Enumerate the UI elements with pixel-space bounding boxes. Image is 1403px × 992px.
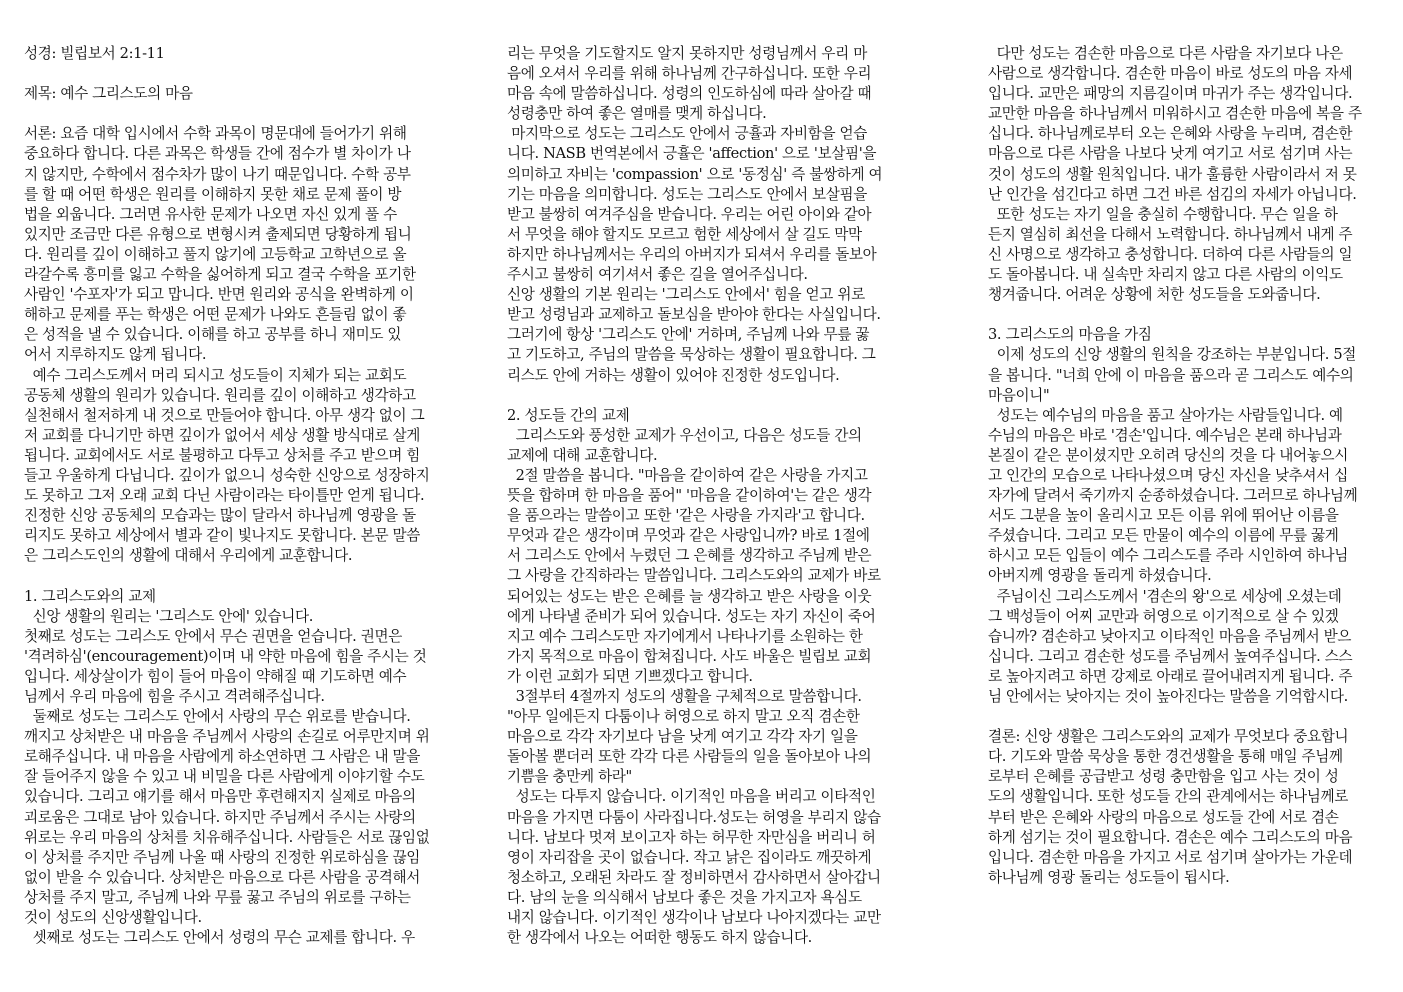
text-line: 그 사랑을 간직하라는 말씀입니다. 그리스도와의 교제가 바로 bbox=[507, 567, 881, 585]
text-column-1 bbox=[24, 44, 456, 948]
blank-line bbox=[24, 566, 456, 586]
text-line: 마음이니" bbox=[988, 386, 1050, 404]
text-line: 결론: 신앙 생활은 그리스도와의 교제가 무엇보다 중요합니 bbox=[988, 728, 1349, 746]
text-line: 마음으로 각각 자기보다 남을 낫게 여기고 각각 자기 일을 bbox=[507, 728, 858, 746]
text-line: 마음을 가지면 다툼이 사라집니다.성도는 허영을 부리지 않습 bbox=[507, 808, 881, 826]
text-line: 성경: 빌립보서 2:1-11 bbox=[24, 45, 165, 62]
text-line: 난 인간을 섬긴다고 하면 그건 바른 섬김의 자세가 아닙니다. bbox=[988, 185, 1357, 203]
text-line: 에게 나타낼 준비가 되어 있습니다. 성도는 자기 자신이 죽어 bbox=[507, 607, 876, 625]
text-line: 기쁨을 충만케 하라" bbox=[507, 768, 632, 786]
text-line: 되어있는 성도는 받은 은혜를 늘 생각하고 받은 사랑을 이웃 bbox=[507, 587, 872, 605]
text-line: 없이 받을 수 있습니다. 상처받은 마음으로 다른 사람을 공격해서 bbox=[24, 868, 421, 886]
text-line: 성도는 다투지 않습니다. 이기적인 마음을 버리고 이타적인 bbox=[507, 788, 876, 806]
text-line: 서 무엇을 해야 할지도 모르고 험한 세상에서 살 길도 막막 bbox=[507, 225, 862, 243]
text-line: 하시고 모든 입들이 예수 그리스도를 주라 시인하여 하나님 bbox=[988, 547, 1348, 565]
text-line: 부터 받은 은혜와 사랑의 마음으로 성도들 간에 서로 겸손 bbox=[988, 808, 1339, 826]
text-line: 공동체 생활의 원리가 있습니다. 원리를 깊이 이해하고 생각하고 bbox=[24, 386, 416, 404]
text-line: 것이 성도의 생활 원칙입니다. 내가 훌륭한 사람이라서 저 못 bbox=[988, 165, 1357, 183]
text-line: 마음 속에 말씀하십니다. 성령의 인도하심에 따라 살아갈 때 bbox=[507, 85, 872, 103]
text-line: 2절 말씀을 봅니다. "마음을 같이하여 같은 사랑을 가지고 bbox=[507, 466, 868, 484]
text-line: 3. 그리스도의 마음을 가짐 bbox=[988, 326, 1152, 344]
text-line: 은 그리스도인의 생활에 대해서 우리에게 교훈합니다. bbox=[24, 547, 353, 565]
text-line: 든지 열심히 최선을 다해서 노력합니다. 하나님께서 내게 주 bbox=[988, 225, 1353, 243]
text-line: 로해주십니다. 내 마음을 사람에게 하소연하면 그 사람은 내 말을 bbox=[24, 748, 421, 766]
text-line: 신앙 생활의 기본 원리는 '그리스도 안에서' 힘을 얻고 위로 bbox=[507, 286, 865, 304]
text-line: 내지 않습니다. 이기적인 생각이나 남보다 나아지겠다는 교만 bbox=[507, 909, 881, 927]
text-line: 하게 섬기는 것이 필요합니다. 겸손은 예수 그리스도의 마음 bbox=[988, 828, 1353, 846]
text-line: 사람으로 생각합니다. 겸손한 마음이 바로 성도의 마음 자세 bbox=[988, 65, 1353, 83]
text-line: 받고 불쌍히 여겨주심을 받습니다. 우리는 어린 아이와 같아 bbox=[507, 205, 872, 223]
text-line: 음에 오셔서 우리를 위해 하나님께 간구하십니다. 또한 우리 bbox=[507, 65, 872, 83]
text-line: '격려하심'(encouragement)이며 내 약한 마음에 힘을 주시는 것 bbox=[24, 647, 427, 665]
text-line: 서도 그분을 높이 올리시고 모든 이름 위에 뛰어난 이름을 bbox=[988, 507, 1339, 525]
text-line: 하지만 하나님께서는 우리의 아버지가 되셔서 우리를 돌보아 bbox=[507, 245, 877, 263]
text-line: 을 봅니다. "너희 안에 이 마음을 품으라 곧 그리스도 예수의 bbox=[988, 366, 1354, 384]
text-line: 리지도 못하고 세상에서 별과 같이 빛나지도 못합니다. 본문 말씀 bbox=[24, 527, 421, 545]
text-line: 사람인 '수포자'가 되고 맙니다. 반면 원리와 공식을 완벽하게 이 bbox=[24, 286, 414, 304]
blank-line bbox=[988, 707, 1385, 727]
text-line: 예수 그리스도께서 머리 되시고 성도들이 지체가 되는 교회도 bbox=[24, 366, 407, 384]
text-line: 그러기에 항상 '그리스도 안에' 거하며, 주님께 나와 무릎 꿇 bbox=[507, 326, 870, 344]
text-line: 서 그리스도 안에서 누렸던 그 은혜를 생각하고 주님께 받은 bbox=[507, 547, 872, 565]
text-line: 성도는 예수님의 마음을 품고 살아가는 사람들입니다. 예 bbox=[988, 406, 1343, 424]
text-line: 로부터 은혜를 공급받고 성령 충만함을 입고 사는 것이 성 bbox=[988, 768, 1339, 786]
text-line: 영이 자리잡을 곳이 없습니다. 작고 낡은 집이라도 깨끗하게 bbox=[507, 848, 872, 866]
text-line: 은 성적을 낼 수 있습니다. 이해를 하고 공부를 하니 재미도 있 bbox=[24, 326, 402, 344]
text-line: 성령충만 하여 좋은 열매를 맺게 하십니다. bbox=[507, 105, 767, 123]
text-line: 2. 성도들 간의 교제 bbox=[507, 406, 630, 424]
text-line: 것이 성도의 신앙생활입니다. bbox=[24, 909, 202, 927]
text-line: 을 품으라는 말씀이고 또한 '같은 사랑을 가지라'고 합니다. bbox=[507, 507, 865, 525]
text-line: 교제에 대해 교훈합니다. bbox=[507, 446, 658, 464]
text-line: 고 인간의 모습으로 나타나셨으며 당신 자신을 낮추셔서 십 bbox=[988, 466, 1348, 484]
text-line: 이 상처를 주지만 주님께 나올 때 사랑의 진정한 위로하심을 끊임 bbox=[24, 848, 421, 866]
text-line: 들고 우울하게 다닙니다. 깊이가 없으니 성숙한 신앙으로 성장하지 bbox=[24, 466, 430, 484]
text-line: 법을 외웁니다. 그러면 유사한 문제가 나오면 자신 있게 풀 수 bbox=[24, 205, 397, 223]
text-line: 를 할 때 어떤 학생은 원리를 이해하지 못한 채로 문제 풀이 방 bbox=[24, 185, 402, 203]
text-line: 님께서 우리 마음에 힘을 주시고 격려해주십니다. bbox=[24, 688, 325, 705]
blank-line bbox=[507, 386, 910, 406]
text-line: 실천해서 철저하게 내 것으로 만들어야 합니다. 아무 생각 없이 그 bbox=[24, 406, 425, 424]
text-line: 셋째로 성도는 그리스도 안에서 성령의 무슨 교제를 합니다. 우 bbox=[24, 929, 415, 947]
text-line: 첫째로 성도는 그리스도 안에서 무슨 권면을 얻습니다. 권면은 bbox=[24, 627, 403, 645]
text-line: 중요하다 합니다. 다른 과목은 학생들 간에 점수가 별 차이가 나 bbox=[24, 145, 411, 163]
text-line: 위로는 우리 마음의 상처를 치유해주십니다. 사람들은 서로 끊임없 bbox=[24, 828, 430, 846]
text-line: 가지 목적으로 마음이 합쳐집니다. 사도 바울은 빌립보 교회 bbox=[507, 647, 872, 665]
text-line: 지고 예수 그리스도만 자기에게서 나타나기를 소원하는 한 bbox=[507, 627, 863, 645]
text-line: 교만한 마음을 하나님께서 미워하시고 겸손한 마음에 복을 주 bbox=[988, 105, 1362, 123]
text-line: 다. 남의 눈을 의식해서 남보다 좋은 것을 가지고자 욕심도 bbox=[507, 888, 862, 906]
blank-line bbox=[24, 104, 456, 124]
text-line: 마지막으로 성도는 그리스도 안에서 긍휼과 자비함을 얻습 bbox=[507, 125, 867, 143]
text-column-3 bbox=[988, 44, 1385, 888]
text-line: 주셨습니다. 그리고 모든 만물이 예수의 이름에 무릎 꿇게 bbox=[988, 527, 1339, 545]
text-line: 기는 마음을 의미합니다. 성도는 그리스도 안에서 보살핌을 bbox=[507, 185, 867, 203]
text-line: 하나님께 영광 돌리는 성도들이 됩시다. bbox=[988, 868, 1230, 886]
text-line: 가 이런 교회가 되면 기쁘겠다고 합니다. bbox=[507, 667, 753, 685]
text-line: 주님이신 그리스도께서 '겸손의 왕'으로 세상에 오셨는데 bbox=[988, 587, 1342, 605]
text-line: 또한 성도는 자기 일을 충실히 수행합니다. 무슨 일을 하 bbox=[988, 205, 1338, 223]
blank-line bbox=[988, 305, 1385, 325]
text-line: 의미하고 자비는 'compassion' 으로 '동정심' 즉 불쌍하게 여 bbox=[507, 165, 883, 183]
text-line: 해하고 문제를 푸는 학생은 어떤 문제가 나와도 흔들림 없이 좋 bbox=[24, 306, 407, 324]
text-line: 지 않지만, 수학에서 점수차가 많이 나기 때문입니다. 수학 공부 bbox=[24, 165, 411, 183]
text-line: 둘째로 성도는 그리스도 안에서 사랑의 무슨 위로를 받습니다. bbox=[24, 708, 411, 726]
text-line: 본질이 같은 분이셨지만 오히려 당신의 것을 다 내어놓으시 bbox=[988, 446, 1348, 464]
text-line: 도의 생활입니다. 또한 성도들 간의 관계에서는 하나님께로 bbox=[988, 788, 1348, 806]
text-line: 고 기도하고, 주님의 말씀을 묵상하는 생활이 필요합니다. 그 bbox=[507, 346, 876, 364]
text-line: 1. 그리스도와의 교제 bbox=[24, 587, 156, 605]
blank-line bbox=[24, 64, 456, 84]
text-line: 됩니다. 교회에서도 서로 불평하고 다투고 상처를 주고 받으며 힘 bbox=[24, 446, 421, 464]
text-line: 도 못하고 그저 오래 교회 다닌 사람이라는 타이틀만 얻게 됩니다. bbox=[24, 487, 425, 505]
text-line: 한 생각에서 나오는 어떠한 행동도 하지 않습니다. bbox=[507, 929, 812, 947]
text-line: 습니까? 겸손하고 낮아지고 이타적인 마음을 주님께서 받으 bbox=[988, 627, 1352, 645]
text-line: 로 높아지려고 하면 강제로 아래로 끌어내려지게 됩니다. 주 bbox=[988, 667, 1353, 685]
text-line: 깨지고 상처받은 내 마음을 주님께서 사랑의 손길로 어루만지며 위 bbox=[24, 728, 430, 746]
text-line: 님 안에서는 낮아지는 것이 높아진다는 말씀을 기억합시다. bbox=[988, 688, 1348, 705]
text-line: 다. 기도와 말씀 묵상을 통한 경건생활을 통해 매일 주님께 bbox=[988, 748, 1343, 766]
text-line: 입니다. 교만은 패망의 지름길이며 마귀가 주는 생각입니다. bbox=[988, 85, 1353, 103]
text-line: 있지만 조금만 다른 유형으로 변형시켜 출제되면 당황하게 됩니 bbox=[24, 225, 412, 243]
text-line: 있습니다. 그리고 얘기를 해서 마음만 후련해지지 실제로 마음의 bbox=[24, 788, 416, 806]
text-line: 이제 성도의 신앙 생활의 원칙을 강조하는 부분입니다. 5절 bbox=[988, 346, 1357, 364]
text-line: 제목: 예수 그리스도의 마음 bbox=[24, 85, 193, 103]
text-line: 신앙 생활의 원리는 '그리스도 안에' 있습니다. bbox=[24, 607, 314, 625]
text-line: 입니다. 세상살이가 힘이 들어 마음이 약해질 때 기도하면 예수 bbox=[24, 667, 407, 685]
text-line: 니다. NASB 번역본에서 긍휼은 'affection' 으로 '보살핌'을 bbox=[507, 145, 877, 163]
text-line: 챙겨줍니다. 어려운 상황에 처한 성도들을 도와줍니다. bbox=[988, 286, 1321, 304]
text-line: 도 돌아봅니다. 내 실속만 차리지 않고 다른 사람의 이익도 bbox=[988, 266, 1343, 284]
text-line: 저 교회를 다니기만 하면 깊이가 없어서 세상 생활 방식대로 살게 bbox=[24, 426, 421, 444]
text-line: 마음으로 다른 사람을 나보다 낫게 여기고 서로 섬기며 사는 bbox=[988, 145, 1353, 163]
text-line: 다만 성도는 겸손한 마음으로 다른 사람을 자기보다 나은 bbox=[988, 45, 1343, 62]
text-line: 받고 성령님과 교제하고 돌보심을 받아야 한다는 사실입니다. bbox=[507, 306, 881, 324]
text-line: 신 사명으로 생각하고 충성합니다. 더하여 다른 사람들의 일 bbox=[988, 245, 1353, 263]
text-line: 리스도 안에 거하는 생활이 있어야 진정한 성도입니다. bbox=[507, 366, 840, 384]
text-line: 입니다. 겸손한 마음을 가지고 서로 섬기며 살아가는 가운데 bbox=[988, 848, 1353, 866]
text-line: 그리스도와 풍성한 교제가 우선이고, 다음은 성도들 간의 bbox=[507, 426, 862, 444]
text-line: 그 백성들이 어찌 교만과 허영으로 이기적으로 살 수 있겠 bbox=[988, 607, 1339, 625]
text-line: "아무 일에든지 다툼이나 허영으로 하지 말고 오직 겸손한 bbox=[507, 708, 860, 726]
text-line: 어서 지루하지도 않게 됩니다. bbox=[24, 346, 207, 364]
text-line: 다. 원리를 깊이 이해하고 풀지 않기에 고등학교 고학년으로 올 bbox=[24, 245, 407, 263]
text-line: 주시고 불쌍히 여기셔서 좋은 길을 열어주십니다. bbox=[507, 266, 808, 284]
text-line: 서론: 요즘 대학 입시에서 수학 과목이 명문대에 들어가기 위해 bbox=[24, 125, 407, 143]
text-line: 라갈수록 흥미를 잃고 수학을 싫어하게 되고 결국 수학을 포기한 bbox=[24, 266, 416, 284]
text-line: 돌아볼 뿐더러 또한 각각 다른 사람들의 일을 돌아보아 나의 bbox=[507, 748, 872, 766]
text-line: 수님의 마음은 바로 '겸손'입니다. 예수님은 본래 하나님과 bbox=[988, 426, 1342, 444]
text-line: 자가에 달려서 죽기까지 순종하셨습니다. 그러므로 하나님께 bbox=[988, 487, 1358, 505]
text-line: 십니다. 하나님께로부터 오는 은혜와 사랑을 누리며, 겸손한 bbox=[988, 125, 1353, 143]
text-line: 3절부터 4절까지 성도의 생활을 구체적으로 말씀합니다. bbox=[507, 688, 862, 705]
text-line: 무엇과 같은 생각이며 무엇과 같은 사랑입니까? 바로 1절에 bbox=[507, 527, 870, 545]
text-line: 진정한 신앙 공동체의 모습과는 많이 달라서 하나님께 영광을 돌 bbox=[24, 507, 416, 525]
text-line: 잘 들어주지 않을 수 있고 내 비밀을 다른 사람에게 이야기할 수도 bbox=[24, 768, 425, 786]
text-line: 니다. 남보다 멋져 보이고자 하는 허무한 자만심을 버리니 허 bbox=[507, 828, 876, 846]
text-line: 뜻을 합하며 한 마음을 품어" '마음을 같이하여'는 같은 생각 bbox=[507, 487, 872, 505]
text-line: 청소하고, 오래된 차라도 잘 정비하면서 감사하면서 살아갑니 bbox=[507, 868, 881, 886]
text-column-2 bbox=[507, 44, 910, 948]
text-line: 상처를 주지 말고, 주님께 나와 무릎 꿇고 주님의 위로를 구하는 bbox=[24, 888, 411, 906]
text-line: 리는 무엇을 기도할지도 알지 못하지만 성령님께서 우리 마 bbox=[507, 45, 867, 62]
text-line: 아버지께 영광을 돌리게 하셨습니다. bbox=[988, 567, 1212, 585]
text-line: 십니다. 그리고 겸손한 성도를 주님께서 높여주십니다. 스스 bbox=[988, 647, 1353, 665]
text-line: 괴로움은 그대로 남아 있습니다. 하지만 주님께서 주시는 사랑의 bbox=[24, 808, 416, 826]
